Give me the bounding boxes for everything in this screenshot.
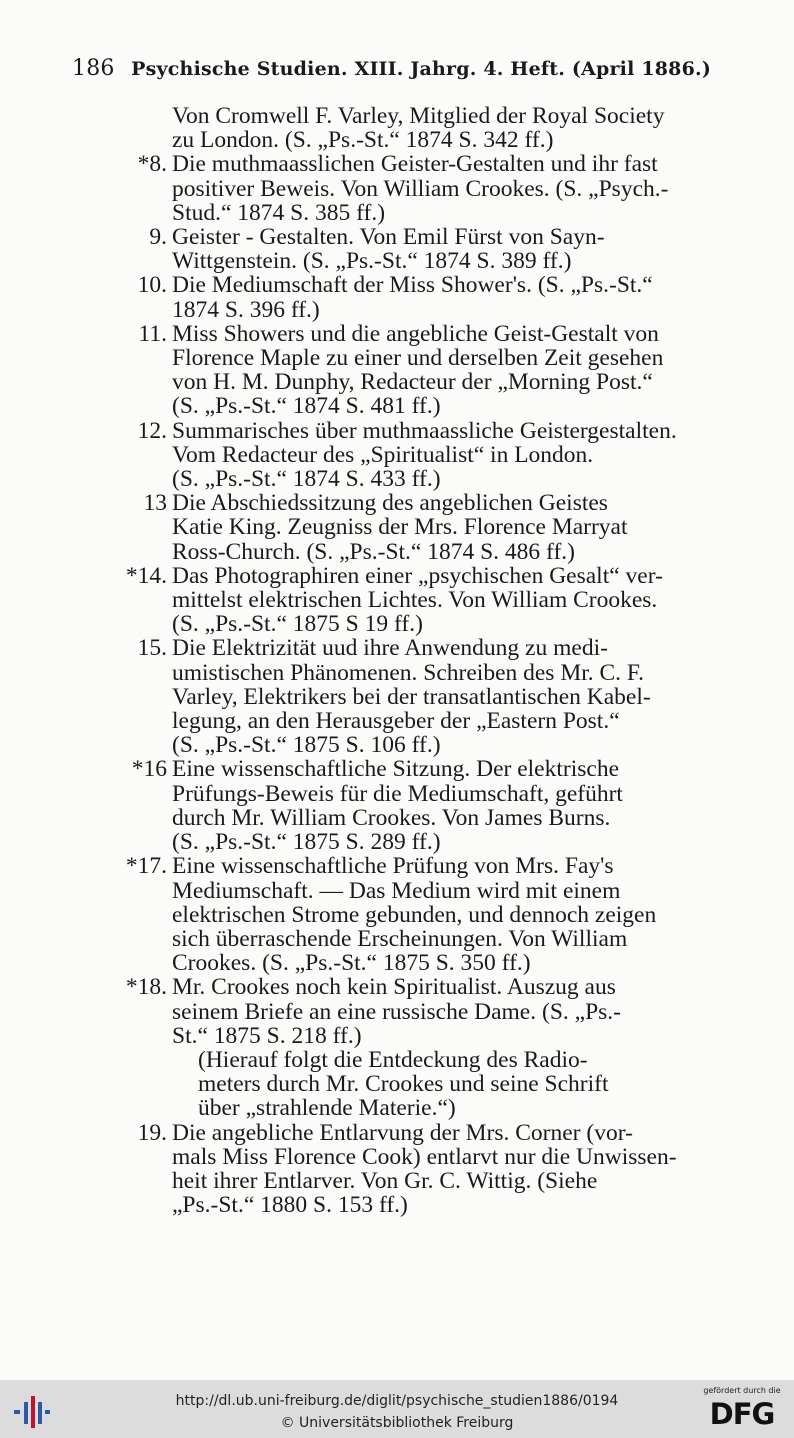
entry-number: *17. <box>125 853 167 880</box>
entry-line: St.“ 1875 S. 218 ff.) <box>172 1022 362 1049</box>
copyright-text: © Universitätsbibliothek Freiburg <box>280 1415 514 1431</box>
entry-line: durch Mr. William Crookes. Von James Burns. <box>172 804 611 831</box>
list-item <box>100 322 725 419</box>
running-header <box>72 56 712 81</box>
entry-line: Ross-Church. (S. „Ps.-St.“ 1874 S. 486 ff.) <box>172 538 575 565</box>
list-item <box>100 975 725 1048</box>
entry-text <box>172 322 725 419</box>
entry-number: 9. <box>149 224 167 251</box>
entry-number: 15. <box>137 635 167 662</box>
entry-text <box>172 1121 725 1218</box>
note-line: über „strahlende Materie.“) <box>198 1095 456 1122</box>
entry-line: Das Photographiren einer „psychischen Gesalt“ ver- <box>172 562 663 589</box>
entry-line: Prüfungs-Beweis für die Mediumschaft, geführt <box>172 780 623 807</box>
dfg-caption: gefördert durch die <box>703 1386 781 1395</box>
entry-number: 13 <box>143 490 167 517</box>
entry-text <box>172 757 725 854</box>
entry-line: umistischen Phänomenen. Schreiben des Mr. C. F. <box>172 659 644 686</box>
entry-text <box>172 975 725 1048</box>
entry-line: legung, an den Herausgeber der „Eastern Post.“ <box>172 708 620 735</box>
note-line: (Hierauf folgt die Entdeckung des Radio- <box>198 1046 588 1073</box>
entry-line: mals Miss Florence Cook) entlarvt nur die Unwissen- <box>172 1143 677 1170</box>
source-url-link[interactable]: http://dl.ub.uni-freiburg.de/diglit/psychische_studien1886/0194 <box>175 1393 619 1409</box>
entry-line: Miss Showers und die angebliche Geist-Gestalt von <box>172 320 659 347</box>
entry-line: Crookes. (S. „Ps.-St.“ 1875 S. 350 ff.) <box>172 950 531 977</box>
entry-number: *16 <box>131 756 167 783</box>
entry-line: (S. „Ps.-St.“ 1874 S. 433 ff.) <box>172 466 441 493</box>
entry-line: Die Abschiedssitzung des angeblichen Geistes <box>172 490 608 517</box>
entry-line: von H. M. Dunphy, Redacteur der „Morning Post.“ <box>172 369 653 396</box>
entry-number: 11. <box>138 320 167 347</box>
continuation-line: Von Cromwell F. Varley, Mitglied der Royal Society <box>172 103 665 129</box>
entry-line: Die Elektrizität uud ihre Anwendung zu medi- <box>172 635 608 662</box>
entry-text <box>172 564 725 637</box>
bibliography-list <box>100 104 725 1217</box>
entry-line: seinem Briefe an eine russische Dame. (S. „Ps.- <box>172 998 621 1025</box>
entry-line: Geister - Gestalten. Von Emil Fürst von Sayn- <box>172 224 605 251</box>
entry-line: Katie King. Zeugniss der Mrs. Florence Marryat <box>172 514 628 541</box>
entry-line: Stud.“ 1874 S. 385 ff.) <box>172 199 386 226</box>
entry-line: (S. „Ps.-St.“ 1875 S. 106 ff.) <box>172 732 441 759</box>
entry-line: sich überraschende Erscheinungen. Von William <box>172 925 628 952</box>
entry-line: 1874 S. 396 ff.) <box>172 296 320 323</box>
entry-line: (S. „Ps.-St.“ 1875 S. 289 ff.) <box>172 829 441 856</box>
list-item <box>100 225 725 273</box>
entry-line: Eine wissenschaftliche Prüfung von Mrs. Fay's <box>172 853 614 880</box>
entry-text <box>172 636 725 757</box>
entry-number: 10. <box>137 272 167 299</box>
entry-number: *14. <box>125 562 167 589</box>
entry-line: heit ihrer Entlarver. Von Gr. C. Wittig. (Siehe <box>172 1167 598 1194</box>
note-line: meters durch Mr. Crookes und seine Schrift <box>198 1071 609 1098</box>
entry-number: 12. <box>137 417 167 444</box>
entry-line: elektrischen Strome gebunden, und dennoch zeigen <box>172 901 657 928</box>
entries <box>100 152 725 1048</box>
entry-text <box>172 419 725 492</box>
list-item <box>100 1121 725 1218</box>
entry-line: (S. „Ps.-St.“ 1875 S 19 ff.) <box>172 611 423 638</box>
list-item <box>100 636 725 757</box>
entry-line: positiver Beweis. Von William Crookes. (S. „Psych.- <box>172 175 669 202</box>
entry-line: Mr. Crookes noch kein Spiritualist. Auszug aus <box>172 974 616 1001</box>
entry-text <box>172 491 725 564</box>
entry-line: mittelst elektrischen Lichtes. Von William Crookes. <box>172 587 658 614</box>
entry-line: Die muthmaasslichen Geister-Gestalten und ihr fast <box>172 151 658 178</box>
list-item <box>100 491 725 564</box>
entry-line: Varley, Elektrikers bei der transatlantischen Kabel- <box>172 683 651 710</box>
entry-line: (S. „Ps.-St.“ 1874 S. 481 ff.) <box>172 393 441 420</box>
page-number: 186 <box>72 56 115 81</box>
entry-line: „Ps.-St.“ 1880 S. 153 ff.) <box>172 1192 408 1219</box>
entry-number: *18. <box>125 974 167 1001</box>
entry-text <box>172 152 725 225</box>
entry-line: Vom Redacteur des „Spiritualist“ in London. <box>172 441 594 468</box>
library-footer <box>0 1380 794 1438</box>
list-item <box>100 419 725 492</box>
list-item <box>100 854 725 975</box>
entry-line: Die Mediumschaft der Miss Shower's. (S. „Ps.-St.“ <box>172 272 653 299</box>
entry-line: Wittgenstein. (S. „Ps.-St.“ 1874 S. 389 ff.) <box>172 248 572 275</box>
list-item <box>100 757 725 854</box>
entry-number: *8. <box>137 151 167 178</box>
list-item <box>100 564 725 637</box>
entry-line: Summarisches über muthmaassliche Geistergestalten. <box>172 417 677 444</box>
entry-line: Die angebliche Entlarvung der Mrs. Corner (vor- <box>172 1119 633 1146</box>
journal-title: Psychische Studien. XIII. Jahrg. 4. Heft. (April 1886.) <box>131 58 712 80</box>
entry-text <box>172 225 725 273</box>
list-item <box>100 152 725 225</box>
entry-line: Eine wissenschaftliche Sitzung. Der elektrische <box>172 756 620 783</box>
entry-number: 19. <box>137 1119 167 1146</box>
dfg-logo: DFG <box>709 1397 775 1431</box>
entry-text <box>172 854 725 975</box>
continuation-line: zu London. (S. „Ps.-St.“ 1874 S. 342 ff.) <box>172 127 554 154</box>
list-item <box>100 273 725 321</box>
entry-line: Mediumschaft. — Das Medium wird mit einem <box>172 877 621 904</box>
entry-line: Florence Maple zu einer und derselben Zeit gesehen <box>172 345 664 372</box>
entry-text <box>172 273 725 321</box>
